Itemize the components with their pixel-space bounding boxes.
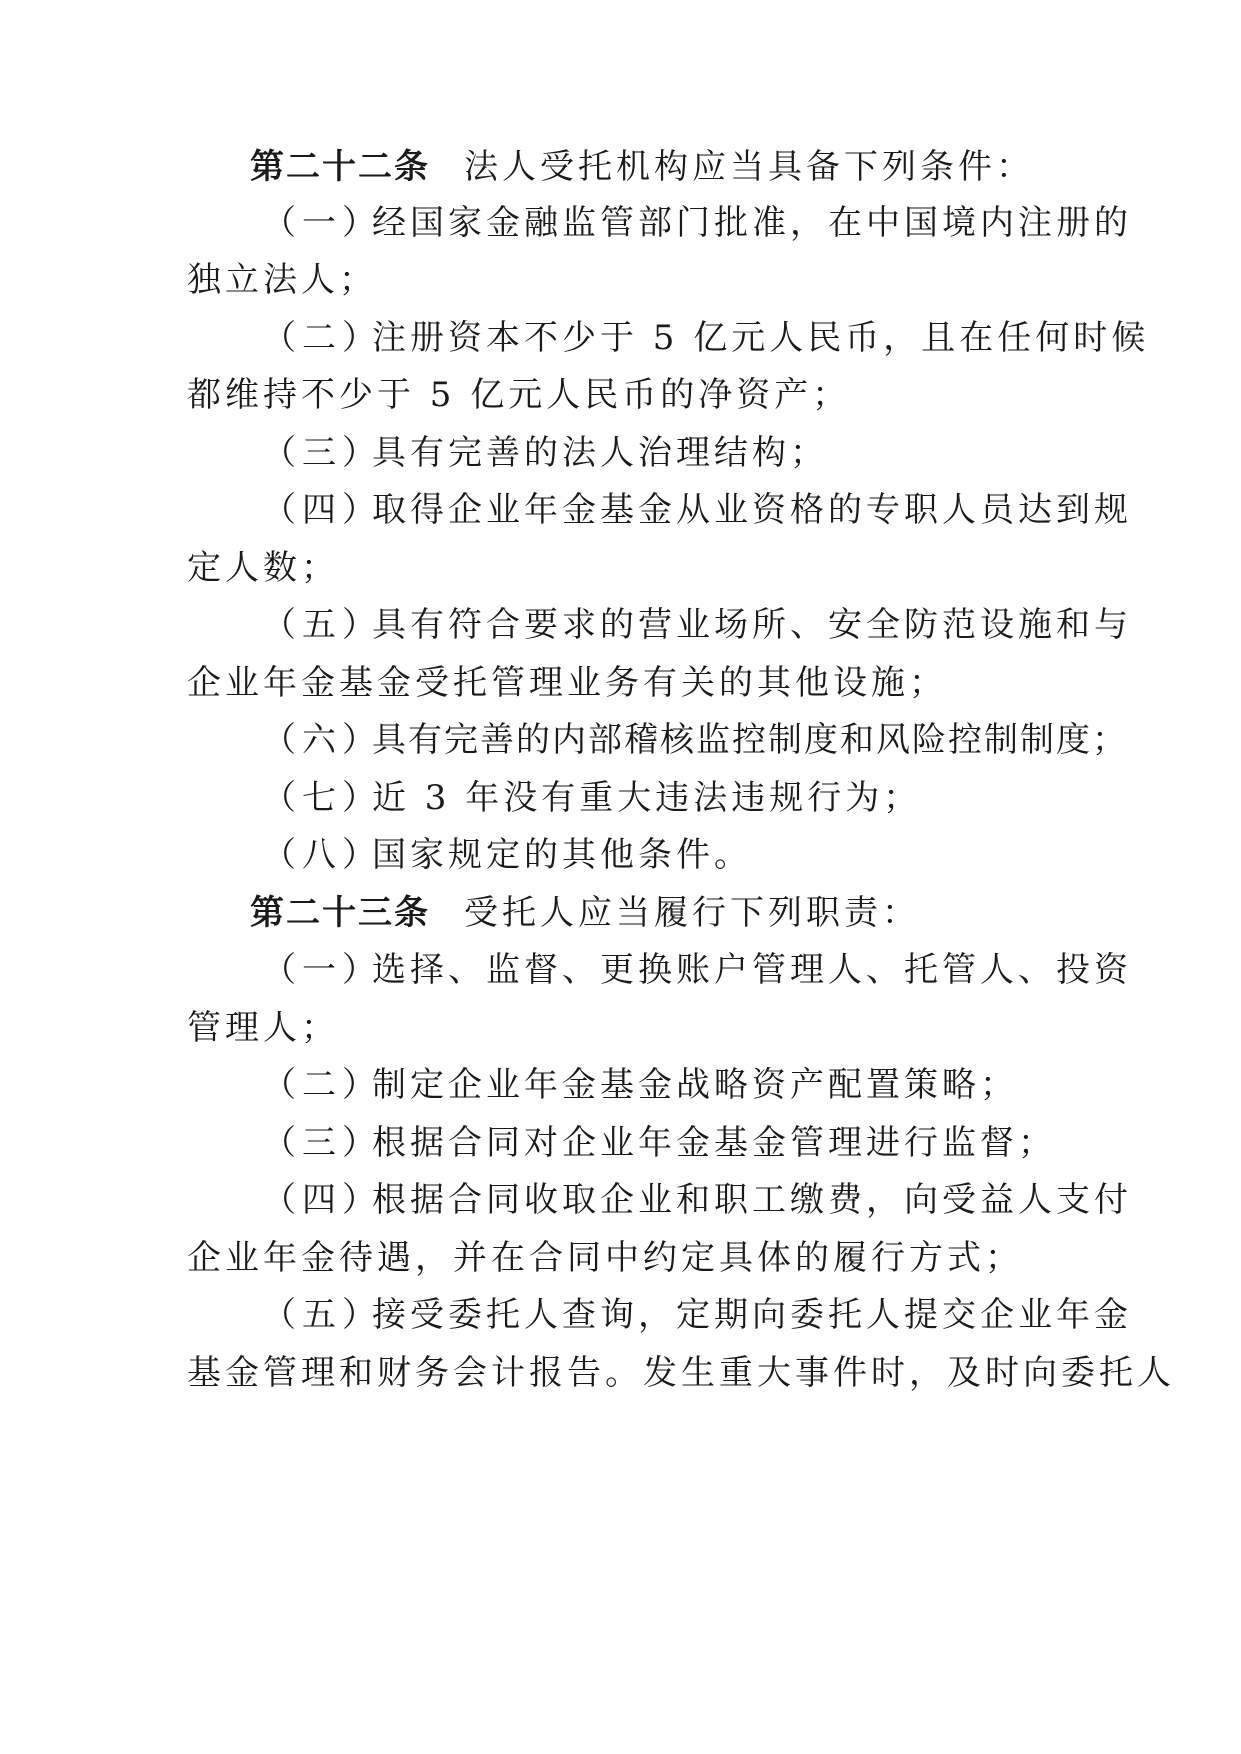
item-label: （一）	[262, 950, 382, 990]
article-23-heading	[250, 888, 1241, 938]
list-item-continuation	[187, 370, 1241, 420]
paragraph-text: 取得企业年金基金从业资格的专职人员达到规	[372, 490, 1132, 530]
list-item	[262, 198, 1241, 248]
item-label: （一）	[262, 203, 382, 243]
paragraph-text: 根据合同对企业年金基金管理进行监督；	[372, 1123, 1056, 1163]
paragraph-text: 独立法人；	[187, 260, 377, 300]
paragraph-text: 企业年金待遇，并在合同中约定具体的履行方式；	[187, 1238, 1023, 1278]
list-item	[262, 313, 1241, 363]
list-item	[262, 428, 1241, 478]
list-item	[262, 1060, 1241, 1110]
paragraph-text: 国家规定的其他条件。	[372, 835, 752, 875]
list-item	[262, 1290, 1241, 1340]
list-item-continuation	[187, 1003, 1241, 1053]
list-item	[262, 1175, 1241, 1225]
article-label: 第二十二条	[250, 147, 430, 187]
item-label: （四）	[262, 1180, 382, 1220]
article-label: 第二十三条	[250, 893, 430, 933]
paragraph-text: 选择、监督、更换账户管理人、托管人、投资	[372, 950, 1132, 990]
list-item	[262, 945, 1241, 995]
list-item-continuation	[187, 658, 1241, 708]
item-label: （七）	[262, 778, 382, 818]
item-label: （五）	[262, 605, 382, 645]
paragraph-text: 具有完善的法人治理结构；	[372, 433, 828, 473]
list-item	[262, 1118, 1241, 1168]
paragraph-text: 管理人；	[187, 1008, 339, 1048]
list-item-continuation	[187, 1233, 1241, 1283]
paragraph-text: 接受委托人查询，定期向委托人提交企业年金	[372, 1295, 1132, 1335]
item-label: （三）	[262, 433, 382, 473]
item-label: （四）	[262, 490, 382, 530]
paragraph-text: 法人受托机构应当具备下列条件：	[464, 147, 1034, 187]
paragraph-text: 基金管理和财务会计报告。发生重大事件时，及时向委托人	[187, 1353, 1175, 1393]
paragraph-text: 定人数；	[187, 548, 339, 588]
article-22-heading	[250, 142, 1241, 192]
paragraph-text: 受托人应当履行下列职责：	[464, 893, 920, 933]
item-label: （二）	[262, 1065, 382, 1105]
paragraph-text: 注册资本不少于 5 亿元人民币，且在任何时候	[372, 318, 1150, 358]
paragraph-text: 根据合同收取企业和职工缴费，向受益人支付	[372, 1180, 1132, 1220]
paragraph-text: 经国家金融监管部门批准，在中国境内注册的	[372, 203, 1132, 243]
paragraph-text: 企业年金基金受托管理业务有关的其他设施；	[187, 663, 947, 703]
paragraph-text: 都维持不少于 5 亿元人民币的净资产；	[187, 375, 851, 415]
list-item	[262, 830, 1241, 880]
list-item	[262, 715, 1241, 765]
list-item	[262, 773, 1241, 823]
paragraph-text: 具有符合要求的营业场所、安全防范设施和与	[372, 605, 1132, 645]
item-label: （二）	[262, 318, 382, 358]
list-item	[262, 600, 1241, 650]
item-label: （八）	[262, 835, 382, 875]
paragraph-text: 近 3 年没有重大违法违规行为；	[372, 778, 922, 818]
list-item-continuation	[187, 1348, 1241, 1398]
list-item-continuation	[187, 543, 1241, 593]
list-item	[262, 485, 1241, 535]
item-label: （六）	[262, 720, 382, 760]
item-label: （三）	[262, 1123, 382, 1163]
item-label: （五）	[262, 1295, 382, 1335]
paragraph-text: 制定企业年金基金战略资产配置策略；	[372, 1065, 1018, 1105]
paragraph-text: 具有完善的内部稽核监控制度和风险控制制度；	[372, 720, 1128, 760]
list-item-continuation	[187, 255, 1241, 305]
